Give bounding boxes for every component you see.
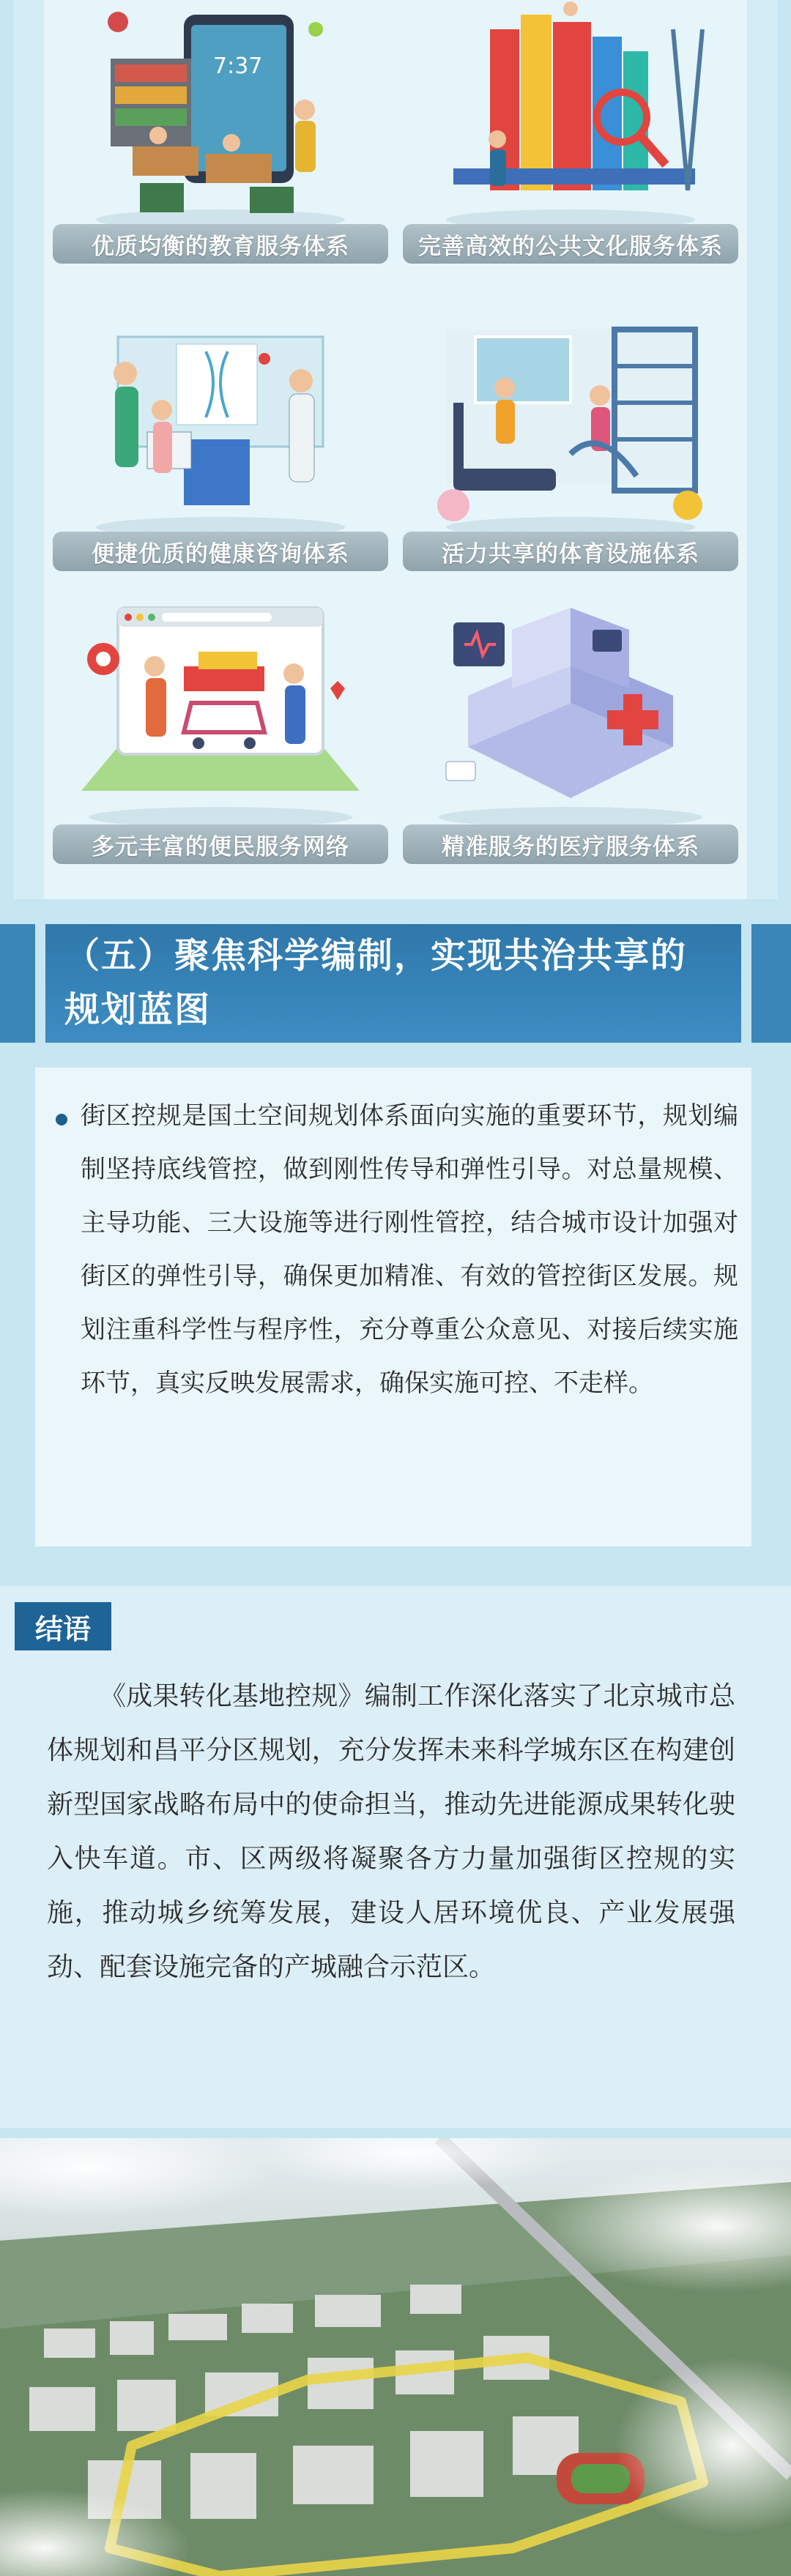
service-card-convenience xyxy=(53,600,388,864)
sports-illustration xyxy=(424,308,717,540)
service-card-education xyxy=(53,0,388,264)
bullet-dot-icon xyxy=(56,1114,67,1125)
service-card-sports xyxy=(403,308,738,571)
conclusion-label: 结语 xyxy=(15,1602,111,1650)
education-illustration xyxy=(74,0,367,233)
convenience-illustration xyxy=(74,600,367,833)
aerial-render-image xyxy=(0,2138,791,2576)
phone-screen-text: 7:37 xyxy=(213,53,263,79)
conclusion-section xyxy=(0,1586,791,2128)
service-caption: 精准服务的医疗服务体系 xyxy=(403,824,738,864)
service-caption: 优质均衡的教育服务体系 xyxy=(53,224,388,264)
culture-illustration xyxy=(424,0,717,233)
medical-illustration xyxy=(424,600,717,833)
service-caption: 活力共享的体育设施体系 xyxy=(403,532,738,571)
section-header xyxy=(0,924,791,1043)
health-illustration xyxy=(74,308,367,540)
service-card-medical xyxy=(403,600,738,864)
conclusion-paragraph: 《成果转化基地控规》编制工作深化落实了北京城市总体规划和昌平分区规划，充分发挥未来科学城东区在构建创新型国家战略布局中的使命担当，推动先进能源成果转化驶入快车道。市、区两级将凝聚各方力量加强街区控规的实施，推动城乡统筹发展，建设人居环境优良、产业发展强劲、配套设施完备的产城融合示范区。 xyxy=(47,1681,735,1982)
header-left-bar xyxy=(0,924,35,1043)
section-title: （五）聚焦科学编制，实现共治共享的规划蓝图 xyxy=(45,924,741,1043)
service-card-culture xyxy=(403,0,738,264)
service-caption: 便捷优质的健康咨询体系 xyxy=(53,532,388,571)
services-panel xyxy=(13,0,778,899)
services-grid xyxy=(44,0,747,899)
service-card-health xyxy=(53,308,388,571)
aerial-city-illustration xyxy=(0,2138,791,2576)
bullet-text-card xyxy=(35,1068,751,1546)
service-caption: 完善高效的公共文化服务体系 xyxy=(403,224,738,264)
service-caption: 多元丰富的便民服务网络 xyxy=(53,824,388,864)
header-right-bar xyxy=(751,924,791,1043)
bullet-paragraph: 街区控规是国土空间规划体系面向实施的重要环节，规划编制坚持底线管控，做到刚性传导和弹性引导。对总量规模、主导功能、三大设施等进行刚性管控，结合城市设计加强对街区的弹性引导，确保更加精准、有效的管控街区发展。规划注重科学性与程序性，充分尊重公众意见、对接后续实施环节，真实反映发展需求，确保实施可控、不走样。 xyxy=(81,1101,738,1398)
